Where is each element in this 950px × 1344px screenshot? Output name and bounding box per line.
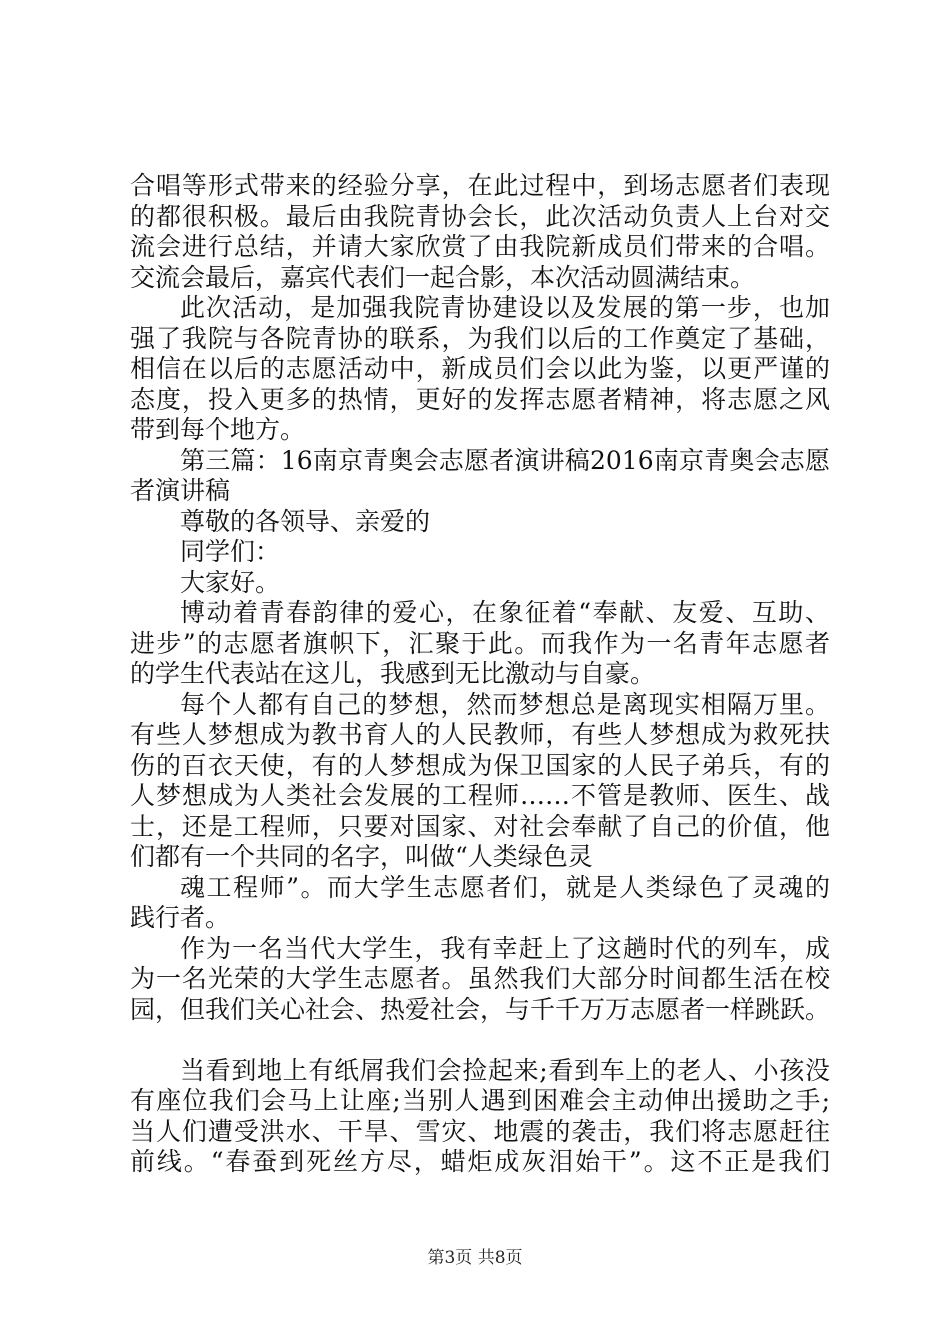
text-line: 们都有一个共同的名字，叫做“人类绿色灵 (130, 842, 593, 871)
text-line: 合唱等形式带来的经验分享，在此过程中，到场志愿者们表现 (130, 171, 830, 200)
text-line: 有座位我们会马上让座;当别人遇到困难会主动伸出援助之手; (130, 1086, 830, 1115)
text-line: 当看到地上有纸屑我们会捡起来;看到车上的老人、小孩没 (180, 1055, 830, 1085)
document-body (130, 171, 830, 1178)
text-line: 园，但我们关心社会、热爱社会，与千千万万志愿者一样跳跃。 (130, 994, 831, 1024)
greeting-line: 大家好。 (180, 567, 281, 597)
text-line: 的都很积极。最后由我院青协会长，此次活动负责人上台对交 (130, 201, 830, 231)
page-number-footer: 第3页 共8页 (427, 1248, 523, 1268)
text-line: 士，还是工程师，只要对国家、对社会奉献了自己的价值，他 (130, 811, 830, 841)
salutation-line: 同学们： (180, 537, 281, 566)
text-line: 相信在以后的志愿活动中，新成员们会以此为鉴，以更严谨的 (130, 354, 830, 383)
section-heading: 第三篇：16南京青奥会志愿者演讲稿2016南京青奥会志愿 (180, 445, 830, 475)
text-line: 伤的百衣天使，有的人梦想成为保卫国家的人民子弟兵，有的 (130, 750, 830, 780)
text-line: 的学生代表站在这儿，我感到无比激动与自豪。 (130, 659, 656, 688)
text-line: 每个人都有自己的梦想，然而梦想总是离现实相隔万里。 (180, 689, 830, 719)
text-line: 流会进行总结，并请大家欣赏了由我院新成员们带来的合唱。 (130, 232, 830, 261)
text-line: 魂工程师”。而大学生志愿者们，就是人类绿色了灵魂的 (180, 872, 830, 902)
text-line: 人梦想成为人类社会发展的工程师……不管是教师、医生、战 (130, 781, 830, 810)
section-heading-cont: 者演讲稿 (130, 476, 231, 505)
text-line: 博动着青春韵律的爱心，在象征着“奉献、友爱、互助、 (180, 598, 830, 627)
text-line: 强了我院与各院青协的联系，为我们以后的工作奠定了基础， (130, 323, 830, 353)
text-line: 态度，投入更多的热情，更好的发挥志愿者精神，将志愿之风 (130, 384, 830, 414)
text-line: 践行者。 (130, 903, 231, 932)
text-line: 此次活动，是加强我院青协建设以及发展的第一步，也加 (180, 293, 830, 322)
text-line: 前线。“春蚕到死丝方尽，蜡炬成灰泪始干”。这不正是我们 (130, 1147, 830, 1176)
text-line: 当人们遭受洪水、干旱、雪灾、地震的袭击，我们将志愿赶往 (130, 1116, 830, 1146)
blank-line (130, 1025, 830, 1056)
text-line: 作为一名当代大学生，我有幸赶上了这趟时代的列车，成 (180, 933, 830, 963)
salutation-line: 尊敬的各领导、亲爱的 (180, 506, 431, 536)
text-line: 进步”的志愿者旗帜下，汇聚于此。而我作为一名青年志愿者 (130, 628, 830, 658)
text-line: 交流会最后，嘉宾代表们一起合影，本次活动圆满结束。 (130, 262, 756, 292)
text-line: 为一名光荣的大学生志愿者。虽然我们大部分时间都生活在校 (130, 964, 830, 993)
text-line: 有些人梦想成为教书育人的人民教师，有些人梦想成为救死扶 (130, 720, 830, 749)
text-line: 带到每个地方。 (130, 415, 306, 444)
